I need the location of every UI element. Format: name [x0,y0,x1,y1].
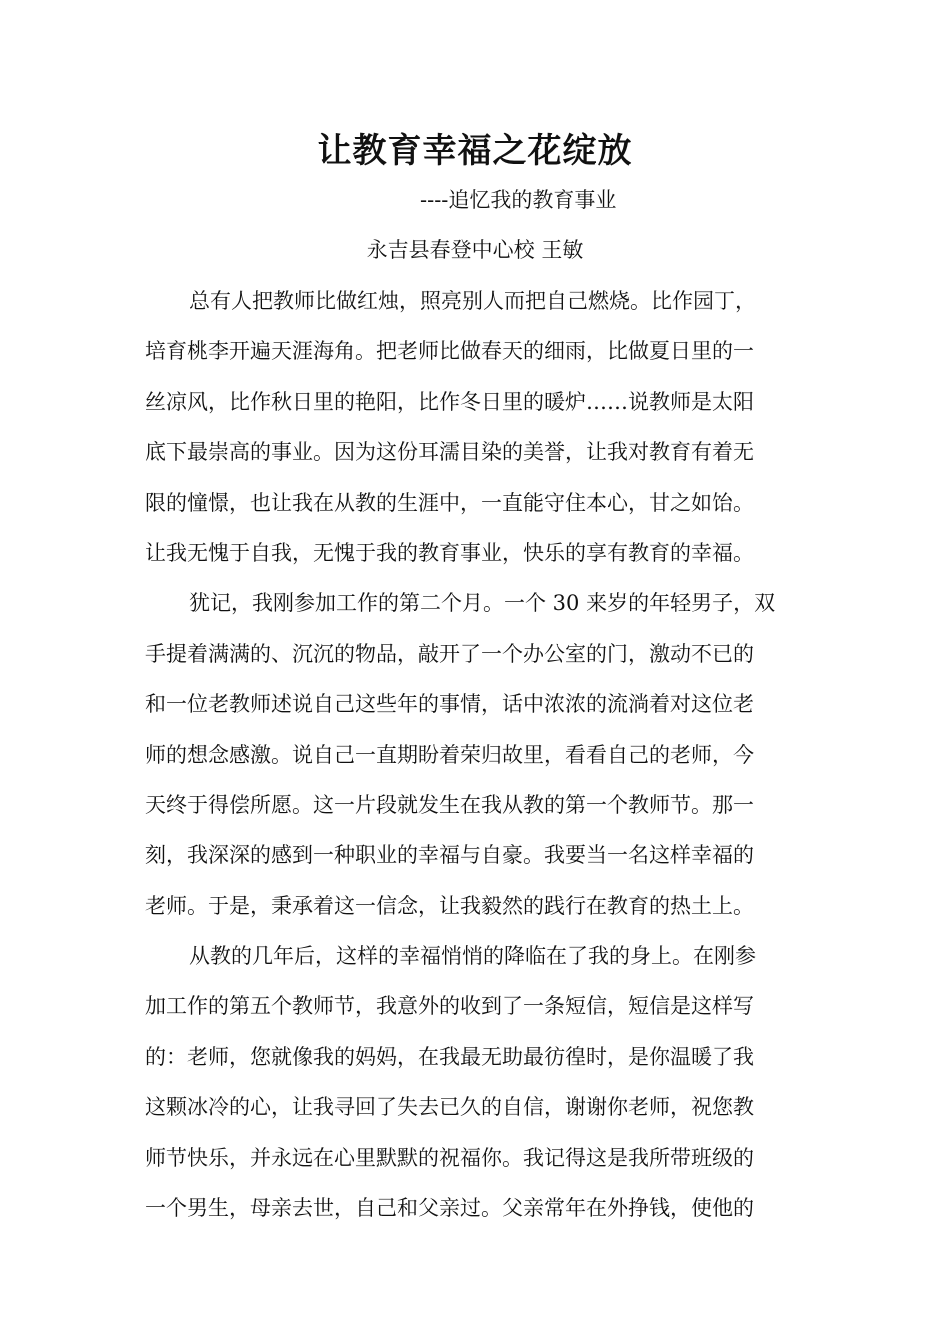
body-line: 加工作的第五个教师节，我意外的收到了一条短信，短信是这样写 [145,994,754,1019]
document-subtitle: ----追忆我的教育事业 [420,188,617,212]
body-line: 总有人把教师比做红烛，照亮别人而把自己燃烧。比作园丁， [189,289,756,313]
document-author: 永吉县春登中心校 王敏 [366,238,584,262]
body-line: 底下最崇高的事业。因为这份耳濡目染的美誉，让我对教育有着无 [145,440,754,465]
body-line: 让我无愧于自我，无愧于我的教育事业，快乐的享有教育的幸福。 [145,540,754,565]
body-line: 一个男生，母亲去世，自己和父亲过。父亲常年在外挣钱，使他的 [145,1196,754,1221]
body-line: 师节快乐，并永远在心里默默的祝福你。我记得这是我所带班级的 [145,1145,754,1170]
body-text [145,276,795,1233]
body-line: 老师。于是，秉承着这一信念，让我毅然的践行在教育的热土上。 [145,893,754,918]
document-title: 让教育幸福之花绽放 [317,131,633,171]
body-line: 从教的几年后，这样的幸福悄悄的降临在了我的身上。在刚参 [189,944,756,969]
body-line: 丝凉风，比作秋日里的艳阳，比作冬日里的暖炉……说教师是太阳 [145,389,754,414]
body-line: 刻，我深深的感到一种职业的幸福与自豪。我要当一名这样幸福的 [145,843,754,868]
body-line: 师的想念感激。说自己一直期盼着荣归故里，看看自己的老师，今 [145,742,754,767]
body-line: 天终于得偿所愿。这一片段就发生在我从教的第一个教师节。那一 [145,792,754,817]
body-line: 和一位老教师述说自己这些年的事情，话中浓浓的流淌着对这位老 [145,692,754,717]
body-line: 限的憧憬，也让我在从教的生涯中，一直能守住本心，甘之如饴。 [145,490,754,515]
body-line: 这颗冰冷的心，让我寻回了失去已久的自信，谢谢你老师，祝您教 [145,1095,754,1120]
body-line: 手提着满满的、沉沉的物品，敲开了一个办公室的门，激动不已的 [145,641,754,666]
body-line: 犹记，我刚参加工作的第二个月。一个 30 来岁的年轻男子，双 [189,591,776,616]
body-line: 的：老师，您就像我的妈妈，在我最无助最彷徨时，是你温暖了我 [145,1044,754,1069]
body-line: 培育桃李开遍天涯海角。把老师比做春天的细雨，比做夏日里的一 [145,339,754,364]
